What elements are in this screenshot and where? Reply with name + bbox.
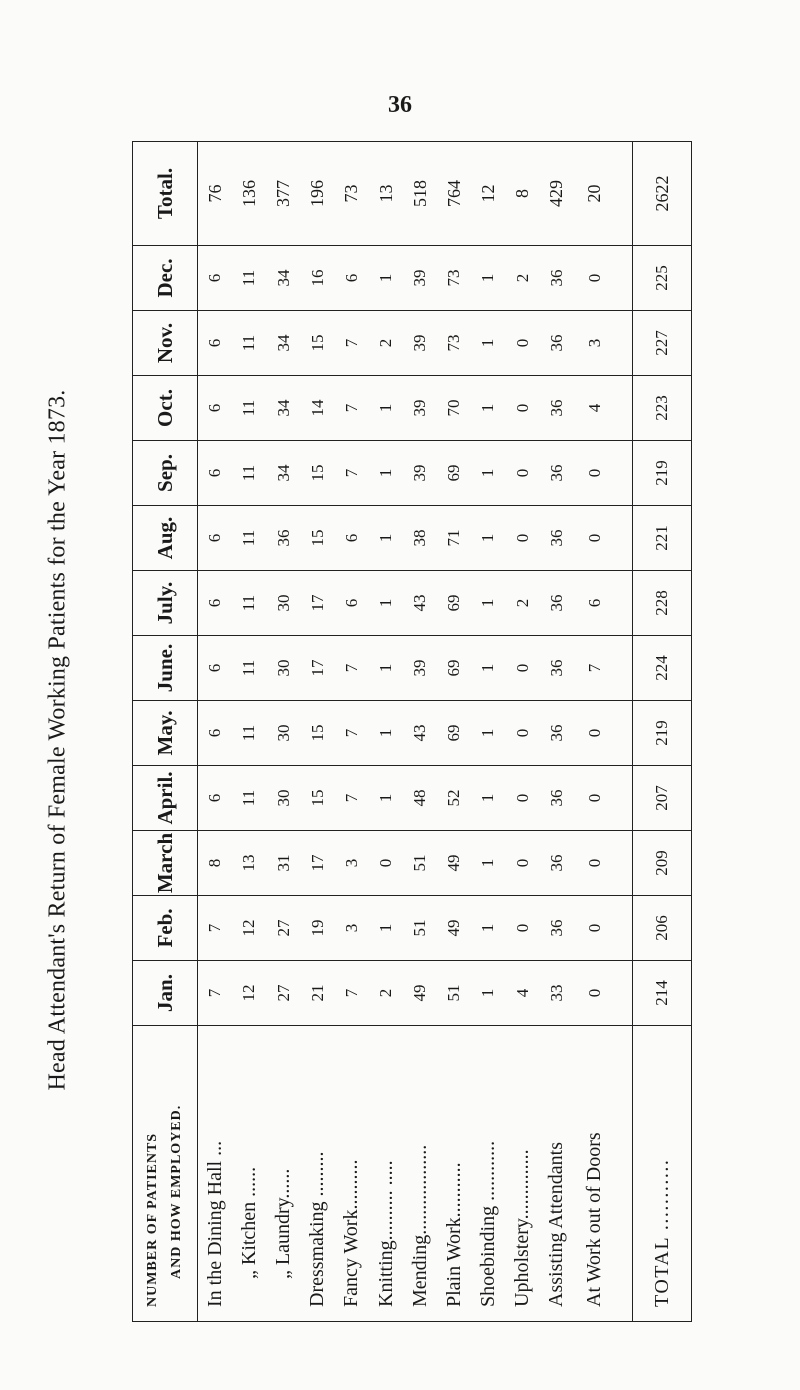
month-value-cell: 7 xyxy=(335,376,369,441)
month-value-cell: 69 xyxy=(437,571,471,636)
month-value-cell: 0 xyxy=(506,441,540,506)
month-value-cell: 1 xyxy=(471,896,505,961)
month-value-cell: 27 xyxy=(267,961,301,1026)
month-value-cell: 2 xyxy=(369,311,403,376)
month-total-cell: 214 xyxy=(633,961,692,1026)
month-value-cell: 70 xyxy=(437,376,471,441)
month-value-cell: 73 xyxy=(437,246,471,311)
month-header: June. xyxy=(133,636,198,701)
row-label: „ Laundry...... xyxy=(267,1026,301,1322)
header-row xyxy=(133,142,198,1322)
row-total-cell: 429 xyxy=(540,142,574,246)
grand-total-cell: 2622 xyxy=(633,142,692,246)
month-value-cell: 0 xyxy=(574,506,633,571)
row-label: At Work out of Doors xyxy=(574,1026,633,1322)
month-value-cell: 39 xyxy=(403,636,437,701)
month-value-cell: 7 xyxy=(335,441,369,506)
row-total-cell: 20 xyxy=(574,142,633,246)
month-value-cell: 34 xyxy=(267,246,301,311)
month-value-cell: 36 xyxy=(540,506,574,571)
month-value-cell: 11 xyxy=(232,766,266,831)
month-value-cell: 39 xyxy=(403,376,437,441)
month-value-cell: 1 xyxy=(471,961,505,1026)
row-total-cell: 377 xyxy=(267,142,301,246)
row-label: Mending.................. xyxy=(403,1026,437,1322)
header-label-line2: AND HOW EMPLOYED. xyxy=(169,1104,184,1279)
month-value-cell: 71 xyxy=(437,506,471,571)
month-value-cell: 1 xyxy=(471,376,505,441)
month-value-cell: 36 xyxy=(540,441,574,506)
month-total-cell: 206 xyxy=(633,896,692,961)
month-value-cell: 3 xyxy=(574,311,633,376)
month-value-cell: 69 xyxy=(437,441,471,506)
total-row-label: TOTAL ........... xyxy=(633,1026,692,1322)
month-total-cell: 219 xyxy=(633,441,692,506)
month-value-cell: 1 xyxy=(369,571,403,636)
row-total-cell: 196 xyxy=(301,142,335,246)
month-value-cell: 51 xyxy=(403,896,437,961)
month-value-cell: 1 xyxy=(369,896,403,961)
table-body xyxy=(198,142,633,1322)
month-value-cell: 1 xyxy=(471,311,505,376)
total-row xyxy=(633,142,692,1322)
month-value-cell: 0 xyxy=(506,506,540,571)
month-value-cell: 3 xyxy=(335,831,369,896)
month-value-cell: 38 xyxy=(403,506,437,571)
month-value-cell: 36 xyxy=(540,896,574,961)
month-value-cell: 7 xyxy=(574,636,633,701)
month-value-cell: 1 xyxy=(471,831,505,896)
month-value-cell: 12 xyxy=(232,896,266,961)
month-header: Sep. xyxy=(133,441,198,506)
month-value-cell: 11 xyxy=(232,246,266,311)
month-value-cell: 6 xyxy=(198,766,233,831)
month-value-cell: 0 xyxy=(506,766,540,831)
month-value-cell: 1 xyxy=(471,246,505,311)
month-value-cell: 30 xyxy=(267,766,301,831)
month-value-cell: 7 xyxy=(335,701,369,766)
month-value-cell: 0 xyxy=(574,766,633,831)
month-value-cell: 30 xyxy=(267,701,301,766)
month-value-cell: 36 xyxy=(540,571,574,636)
month-value-cell: 0 xyxy=(574,896,633,961)
month-value-cell: 0 xyxy=(506,636,540,701)
table-row xyxy=(403,142,437,1322)
month-total-cell: 224 xyxy=(633,636,692,701)
month-value-cell: 49 xyxy=(403,961,437,1026)
month-value-cell: 6 xyxy=(335,571,369,636)
month-value-cell: 0 xyxy=(506,896,540,961)
month-value-cell: 6 xyxy=(198,376,233,441)
month-value-cell: 1 xyxy=(471,441,505,506)
month-value-cell: 34 xyxy=(267,311,301,376)
month-value-cell: 11 xyxy=(232,506,266,571)
month-value-cell: 0 xyxy=(574,831,633,896)
month-value-cell: 48 xyxy=(403,766,437,831)
month-value-cell: 31 xyxy=(267,831,301,896)
month-value-cell: 27 xyxy=(267,896,301,961)
month-value-cell: 15 xyxy=(301,506,335,571)
month-value-cell: 17 xyxy=(301,571,335,636)
month-header: Dec. xyxy=(133,246,198,311)
month-value-cell: 6 xyxy=(335,246,369,311)
month-value-cell: 34 xyxy=(267,376,301,441)
month-value-cell: 12 xyxy=(232,961,266,1026)
month-value-cell: 2 xyxy=(506,246,540,311)
month-value-cell: 0 xyxy=(574,246,633,311)
row-total-cell: 13 xyxy=(369,142,403,246)
month-value-cell: 49 xyxy=(437,896,471,961)
month-value-cell: 34 xyxy=(267,441,301,506)
month-value-cell: 7 xyxy=(198,896,233,961)
month-value-cell: 0 xyxy=(506,831,540,896)
row-label: Upholstery.............. xyxy=(506,1026,540,1322)
month-header: July. xyxy=(133,571,198,636)
month-value-cell: 1 xyxy=(471,766,505,831)
month-value-cell: 0 xyxy=(506,311,540,376)
table-row xyxy=(437,142,471,1322)
month-value-cell: 1 xyxy=(369,441,403,506)
month-value-cell: 51 xyxy=(437,961,471,1026)
month-value-cell: 15 xyxy=(301,441,335,506)
month-value-cell: 7 xyxy=(335,636,369,701)
month-value-cell: 0 xyxy=(506,376,540,441)
total-header: Total. xyxy=(133,142,198,246)
month-value-cell: 11 xyxy=(232,571,266,636)
month-header: Nov. xyxy=(133,311,198,376)
month-header: March xyxy=(133,831,198,896)
month-value-cell: 1 xyxy=(471,571,505,636)
month-value-cell: 6 xyxy=(198,311,233,376)
month-value-cell: 30 xyxy=(267,636,301,701)
month-value-cell: 1 xyxy=(369,701,403,766)
month-value-cell: 3 xyxy=(335,896,369,961)
table-row xyxy=(574,142,633,1322)
month-value-cell: 36 xyxy=(267,506,301,571)
month-value-cell: 39 xyxy=(403,311,437,376)
month-value-cell: 15 xyxy=(301,311,335,376)
month-value-cell: 51 xyxy=(403,831,437,896)
month-value-cell: 6 xyxy=(198,701,233,766)
page-number: 36 xyxy=(388,92,412,118)
month-value-cell: 7 xyxy=(198,961,233,1026)
month-value-cell: 11 xyxy=(232,636,266,701)
month-value-cell: 0 xyxy=(574,701,633,766)
table-row xyxy=(369,142,403,1322)
month-value-cell: 52 xyxy=(437,766,471,831)
month-value-cell: 36 xyxy=(540,376,574,441)
table-row xyxy=(267,142,301,1322)
row-label: „ Kitchen ...... xyxy=(232,1026,266,1322)
month-value-cell: 39 xyxy=(403,441,437,506)
month-total-cell: 225 xyxy=(633,246,692,311)
month-value-cell: 2 xyxy=(506,571,540,636)
month-value-cell: 7 xyxy=(335,961,369,1026)
row-label: Shoebinding ............ xyxy=(471,1026,505,1322)
month-header: May. xyxy=(133,701,198,766)
month-value-cell: 0 xyxy=(369,831,403,896)
patients-table xyxy=(132,142,692,1322)
month-value-cell: 36 xyxy=(540,311,574,376)
month-value-cell: 69 xyxy=(437,636,471,701)
month-value-cell: 36 xyxy=(540,246,574,311)
month-value-cell: 16 xyxy=(301,246,335,311)
month-value-cell: 0 xyxy=(574,961,633,1026)
month-value-cell: 6 xyxy=(198,571,233,636)
month-header: Jan. xyxy=(133,961,198,1026)
month-total-cell: 223 xyxy=(633,376,692,441)
month-value-cell: 49 xyxy=(437,831,471,896)
month-value-cell: 7 xyxy=(335,311,369,376)
month-total-cell: 207 xyxy=(633,766,692,831)
row-total-cell: 518 xyxy=(403,142,437,246)
row-total-cell: 764 xyxy=(437,142,471,246)
row-label: Dressmaking ......... xyxy=(301,1026,335,1322)
month-value-cell: 0 xyxy=(574,441,633,506)
row-label: Fancy Work.......... xyxy=(335,1026,369,1322)
month-value-cell: 6 xyxy=(198,506,233,571)
month-header: Aug. xyxy=(133,506,198,571)
table-row xyxy=(301,142,335,1322)
month-value-cell: 19 xyxy=(301,896,335,961)
month-value-cell: 36 xyxy=(540,831,574,896)
month-value-cell: 6 xyxy=(574,571,633,636)
table-row xyxy=(335,142,369,1322)
month-value-cell: 13 xyxy=(232,831,266,896)
month-value-cell: 4 xyxy=(574,376,633,441)
month-total-cell: 209 xyxy=(633,831,692,896)
header-label-line1: NUMBER OF PATIENTS xyxy=(145,1132,161,1307)
month-header: April. xyxy=(133,766,198,831)
month-value-cell: 17 xyxy=(301,831,335,896)
row-label: Knitting.......... ..... xyxy=(369,1026,403,1322)
month-header: Feb. xyxy=(133,896,198,961)
row-total-cell: 136 xyxy=(232,142,266,246)
row-total-cell: 8 xyxy=(506,142,540,246)
month-value-cell: 36 xyxy=(540,766,574,831)
month-value-cell: 1 xyxy=(369,376,403,441)
row-header-cell xyxy=(133,1026,198,1322)
month-value-cell: 21 xyxy=(301,961,335,1026)
month-value-cell: 11 xyxy=(232,311,266,376)
row-total-cell: 76 xyxy=(198,142,233,246)
month-value-cell: 17 xyxy=(301,636,335,701)
page-title: Head Attendant's Return of Female Working Patients for the Year 1873. xyxy=(44,389,71,1091)
table-row xyxy=(506,142,540,1322)
row-total-cell: 73 xyxy=(335,142,369,246)
month-header: Oct. xyxy=(133,376,198,441)
month-value-cell: 1 xyxy=(369,246,403,311)
month-value-cell: 7 xyxy=(335,766,369,831)
table-row xyxy=(232,142,266,1322)
month-value-cell: 43 xyxy=(403,701,437,766)
month-value-cell: 11 xyxy=(232,441,266,506)
month-value-cell: 1 xyxy=(471,506,505,571)
month-value-cell: 30 xyxy=(267,571,301,636)
month-value-cell: 69 xyxy=(437,701,471,766)
row-total-cell: 12 xyxy=(471,142,505,246)
month-value-cell: 11 xyxy=(232,701,266,766)
month-value-cell: 43 xyxy=(403,571,437,636)
table-row xyxy=(198,142,233,1322)
month-value-cell: 36 xyxy=(540,636,574,701)
month-value-cell: 6 xyxy=(335,506,369,571)
row-label: Plain Work........... xyxy=(437,1026,471,1322)
table-row xyxy=(540,142,574,1322)
month-total-cell: 228 xyxy=(633,571,692,636)
month-total-cell: 219 xyxy=(633,701,692,766)
month-value-cell: 1 xyxy=(369,636,403,701)
month-value-cell: 73 xyxy=(437,311,471,376)
month-value-cell: 1 xyxy=(471,636,505,701)
month-value-cell: 15 xyxy=(301,701,335,766)
month-value-cell: 2 xyxy=(369,961,403,1026)
month-value-cell: 1 xyxy=(369,506,403,571)
month-value-cell: 0 xyxy=(506,701,540,766)
month-total-cell: 221 xyxy=(633,506,692,571)
month-value-cell: 4 xyxy=(506,961,540,1026)
row-label: In the Dining Hall ... xyxy=(198,1026,233,1322)
month-value-cell: 6 xyxy=(198,246,233,311)
month-value-cell: 1 xyxy=(471,701,505,766)
month-value-cell: 6 xyxy=(198,636,233,701)
month-value-cell: 8 xyxy=(198,831,233,896)
month-value-cell: 6 xyxy=(198,441,233,506)
month-value-cell: 11 xyxy=(232,376,266,441)
table-row xyxy=(471,142,505,1322)
month-value-cell: 1 xyxy=(369,766,403,831)
month-value-cell: 39 xyxy=(403,246,437,311)
month-value-cell: 15 xyxy=(301,766,335,831)
month-value-cell: 36 xyxy=(540,701,574,766)
month-total-cell: 227 xyxy=(633,311,692,376)
row-label: Assisting Attendants xyxy=(540,1026,574,1322)
month-value-cell: 33 xyxy=(540,961,574,1026)
month-value-cell: 14 xyxy=(301,376,335,441)
